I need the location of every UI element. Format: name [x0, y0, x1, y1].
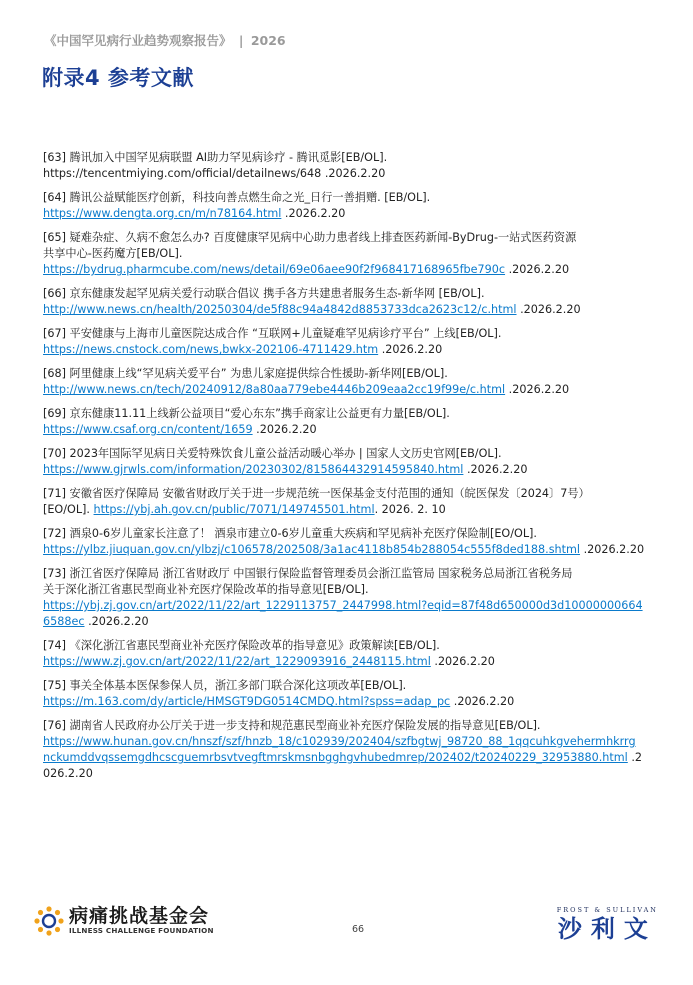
- reference-text: 共享中心-医药魔方[EB/OL].: [43, 247, 183, 260]
- reference-item: [43, 638, 673, 670]
- reference-text: [76] 湖南省人民政府办公厅关于进一步支持和规范惠民型商业补充医疗保险发展的指导意见[EB/OL].: [43, 719, 541, 732]
- reference-line: [43, 638, 673, 654]
- reference-item: [43, 150, 673, 182]
- reference-line: [43, 150, 673, 166]
- reference-line: [43, 526, 673, 542]
- reference-item: [43, 230, 673, 278]
- reference-date: .2026.2.20: [505, 383, 570, 396]
- reference-line: [43, 718, 673, 734]
- reference-link[interactable]: nckumddvqssemgdhcscguemrbsvtvegftmrskmsnbgghgvhubedmrep/202402/t20240229_32953880.html: [43, 751, 628, 764]
- reference-prefix: [EO/OL].: [43, 503, 94, 516]
- frost-sullivan-logo: [557, 906, 658, 943]
- reference-line: [43, 246, 673, 262]
- reference-date: .2026.2.20: [450, 695, 515, 708]
- reference-text: [72] 酒泉0-6岁儿童家长注意了！ 酒泉市建立0-6岁儿童重大疾病和罕见病补充医疗保险制[EO/OL].: [43, 527, 537, 540]
- reference-line: [43, 654, 673, 670]
- reference-link[interactable]: https://news.cnstock.com/news,bwkx-202106-4711429.htm: [43, 343, 379, 356]
- reference-text: [70] 2023年国际罕见病日关爱特殊饮食儿童公益活动暖心举办 | 国家人文历史官网[EB/OL].: [43, 447, 502, 460]
- reference-item: [43, 286, 673, 318]
- reference-date: .2026.2.20: [321, 167, 386, 180]
- reference-line: [43, 366, 673, 382]
- reference-date: .2026.2.20: [580, 543, 645, 556]
- reference-text: [64] 腾讯公益赋能医疗创新，科技向善点燃生命之光_日行一善捐赠. [EB/OL].: [43, 191, 431, 204]
- reference-text: [74] 《深化浙江省惠民型商业补充医疗保险改革的指导意见》政策解读[EB/OL].: [43, 639, 440, 652]
- reference-line: [43, 382, 673, 398]
- reference-link[interactable]: http://www.news.cn/health/20250304/de5f88c94a4842d8853733dca2623c12/c.html: [43, 303, 517, 316]
- reference-line: [43, 750, 673, 766]
- reference-text: [67] 平安健康与上海市儿童医院达成合作 “互联网+儿童疑难罕见病诊疗平台” 上线[EB/OL].: [43, 327, 502, 340]
- reference-line: [43, 206, 673, 222]
- reference-line: [43, 678, 673, 694]
- reference-text: [73] 浙江省医疗保障局 浙江省财政厅 中国银行保险监督管理委员会浙江监管局 国家税务总局浙江省税务局: [43, 567, 573, 580]
- reference-line: [43, 486, 673, 502]
- reference-text: 关于深化浙江省惠民型商业补充医疗保险改革的指导意见[EB/OL].: [43, 583, 369, 596]
- reference-line: [43, 614, 673, 630]
- reference-line: [43, 542, 673, 558]
- reference-item: [43, 446, 673, 478]
- reference-date: .2026.2.20: [463, 463, 528, 476]
- reference-line: [43, 286, 673, 302]
- reference-line: [43, 190, 673, 206]
- page-number: 66: [352, 924, 365, 935]
- reference-line: [43, 406, 673, 422]
- reference-line: [43, 342, 673, 358]
- reference-line: [43, 422, 673, 438]
- reference-text: [66] 京东健康发起罕见病关爱行动联合倡议 携手各方共建患者服务生态-新华网 [EB/OL].: [43, 287, 485, 300]
- reference-item: [43, 566, 673, 630]
- reference-line: [43, 262, 673, 278]
- reference-link[interactable]: https://ybj.ah.gov.cn/public/7071/149745501.html: [93, 503, 375, 516]
- reference-text: [63] 腾讯加入中国罕见病联盟 AI助力罕见病诊疗 - 腾讯觅影[EB/OL].: [43, 151, 388, 164]
- reference-item: [43, 190, 673, 222]
- reference-line: [43, 566, 673, 582]
- reference-date: .2026.2.20: [516, 303, 581, 316]
- reference-line: [43, 502, 673, 518]
- reference-text: 026.2.20: [43, 767, 93, 780]
- reference-item: [43, 366, 673, 398]
- illness-challenge-foundation-logo: [33, 905, 214, 937]
- foundation-name-en: ILLNESS CHALLENGE FOUNDATION: [69, 926, 214, 935]
- report-year: 2026: [250, 33, 286, 48]
- frost-sullivan-name-en: FROST & SULLIVAN: [556, 906, 658, 914]
- reference-date: .2026.2.20: [378, 343, 443, 356]
- reference-text: [75] 事关全体基本医保参保人员，浙江多部门联合深化这项改革[EB/OL].: [43, 679, 407, 692]
- reference-line: [43, 694, 673, 710]
- reference-line: [43, 230, 673, 246]
- reference-line: [43, 766, 673, 782]
- reference-link[interactable]: https://ylbz.jiuquan.gov.cn/ylbzj/c106578/202508/3a1ac4118b854b288054c555f8ded188.shtml: [43, 543, 581, 556]
- reference-list: [43, 150, 673, 790]
- report-title: 《中国罕见病行业趋势观察报告》: [44, 33, 232, 48]
- foundation-name-cn: 病痛挑战基金会: [69, 905, 210, 927]
- reference-item: [43, 678, 673, 710]
- reference-line: [43, 326, 673, 342]
- reference-link[interactable]: https://www.gjrwls.com/information/20230302/815864432914595840.html: [43, 463, 464, 476]
- foundation-emblem-icon: [33, 905, 65, 937]
- reference-link[interactable]: 6588ec: [43, 615, 85, 628]
- reference-link[interactable]: http://www.news.cn/tech/20240912/8a80aa779ebe4446b209eaa2cc19f99e/c.html: [43, 383, 506, 396]
- reference-link[interactable]: https://ybj.zj.gov.cn/art/2022/11/22/art_1229113757_2447998.html?eqid=87f48d650000d3d10000000664: [43, 599, 643, 612]
- reference-link[interactable]: https://m.163.com/dy/article/HMSGT9DG0514CMDQ.html?spss=adap_pc: [43, 695, 451, 708]
- reference-line: [43, 582, 673, 598]
- header-separator: |: [238, 33, 244, 48]
- section-title: 附录4 参考文献: [42, 66, 194, 90]
- reference-line: [43, 166, 673, 182]
- report-header: [44, 31, 286, 49]
- reference-date: .2026.2.20: [252, 423, 317, 436]
- reference-date: .2026.2.20: [430, 655, 495, 668]
- reference-link[interactable]: https://www.csaf.org.cn/content/1659: [43, 423, 253, 436]
- reference-date: .2026.2.20: [505, 263, 570, 276]
- reference-text: [65] 疑难杂症、久病不愈怎么办? 百度健康罕见病中心助力患者线上排查医药新闻-ByDrug-一站式医药资源: [43, 231, 577, 244]
- reference-item: [43, 326, 673, 358]
- reference-text: [69] 京东健康11.11上线新公益项目“爱心东东”携手商家让公益更有力量[EB/OL].: [43, 407, 450, 420]
- reference-item: [43, 526, 673, 558]
- reference-date: . 2026. 2. 10: [374, 503, 446, 516]
- reference-item: [43, 718, 673, 782]
- reference-text: [71] 安徽省医疗保障局 安徽省财政厅关于进一步规范统一医保基金支付范围的通知（皖医保发〔2024〕7号）: [43, 487, 590, 500]
- reference-line: [43, 734, 673, 750]
- reference-line: [43, 302, 673, 318]
- reference-date: .2: [627, 751, 643, 764]
- frost-sullivan-name-cn: 沙利文: [557, 915, 657, 943]
- reference-date: .2026.2.20: [84, 615, 149, 628]
- reference-item: [43, 486, 673, 518]
- reference-link: https://tencentmiying.com/official/detailnews/648: [43, 167, 322, 180]
- reference-date: .2026.2.20: [281, 207, 346, 220]
- reference-text: [68] 阿里健康上线“罕见病关爱平台” 为患儿家庭提供综合性援助-新华网[EB/OL].: [43, 367, 448, 380]
- reference-link[interactable]: https://bydrug.pharmcube.com/news/detail/69e06aee90f2f968417168965fbe790c: [43, 263, 506, 276]
- reference-link[interactable]: https://www.zj.gov.cn/art/2022/11/22/art_1229093916_2448115.html: [43, 655, 431, 668]
- reference-link[interactable]: https://www.hunan.gov.cn/hnszf/szf/hnzb_18/c102939/202404/szfbgtwj_98720_88_1qqcuhkgvehermhkrrg: [43, 735, 636, 748]
- reference-line: [43, 446, 673, 462]
- reference-item: [43, 406, 673, 438]
- reference-line: [43, 462, 673, 478]
- reference-link[interactable]: https://www.dengta.org.cn/m/n78164.html: [43, 207, 282, 220]
- reference-line: [43, 598, 673, 614]
